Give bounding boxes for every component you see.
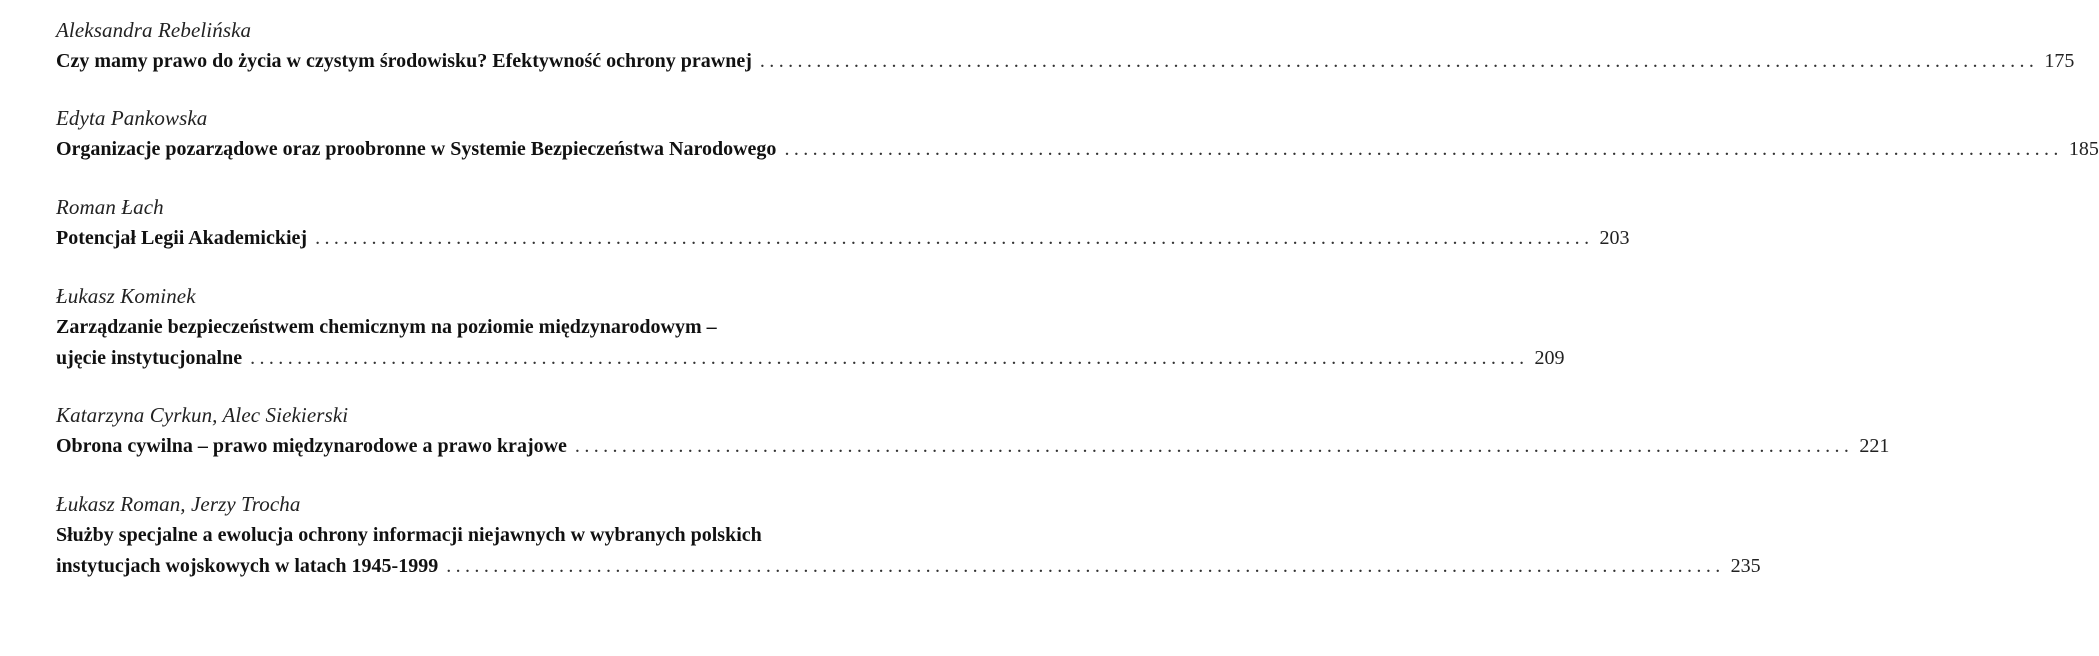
table-of-contents (56, 14, 2099, 582)
entry-title-line[interactable] (56, 46, 2075, 77)
toc-entry (56, 488, 1761, 582)
entry-title-line[interactable] (56, 431, 1890, 462)
dot-leader: ........................................................................................................................................ (574, 435, 1854, 457)
entry-title-first-line[interactable]: Służby specjalne a ewolucja ochrony informacji niejawnych w wybranych polskich (56, 524, 762, 546)
dot-leader: ........................................................................................................................................ (784, 138, 2063, 160)
entry-title-line[interactable] (56, 551, 1761, 582)
entry-author: Katarzyna Cyrkun, Alec Siekierski (56, 403, 349, 427)
dot-leader: ........................................................................................................................................ (315, 227, 1594, 249)
entry-title[interactable]: Organizacje pozarządowe oraz proobronne w Systemie Bezpieczeństwa Narodowego (56, 138, 777, 160)
toc-entry (56, 191, 1630, 254)
entry-author: Edyta Pankowska (56, 106, 208, 130)
toc-entry (56, 280, 1565, 374)
toc-entry (56, 102, 2099, 165)
entry-author: Łukasz Roman, Jerzy Trocha (56, 492, 301, 516)
entry-title-line[interactable] (56, 343, 1565, 374)
entry-page-number: 185 (2068, 138, 2099, 160)
entry-title[interactable]: instytucjach wojskowych w latach 1945-1999 (56, 555, 439, 577)
entry-title-line[interactable] (56, 223, 1630, 254)
entry-page-number: 175 (2044, 50, 2075, 72)
dot-leader: ........................................................................................................................................ (759, 50, 2039, 72)
entry-page-number: 235 (1730, 555, 1761, 577)
dot-leader: ........................................................................................................................................ (250, 347, 1529, 369)
entry-author: Aleksandra Rebelińska (56, 18, 252, 42)
entry-page-number: 221 (1859, 435, 1890, 457)
entry-title[interactable]: Obrona cywilna – prawo międzynarodowe a prawo krajowe (56, 435, 567, 457)
entry-title[interactable]: Potencjał Legii Akademickiej (56, 227, 308, 249)
entry-title[interactable]: Czy mamy prawo do życia w czystym środowisku? Efektywność ochrony prawnej (56, 50, 752, 72)
dot-leader: ........................................................................................................................................ (446, 555, 1725, 577)
toc-entry (56, 399, 1890, 462)
entry-title[interactable]: ujęcie instytucjonalne (56, 347, 243, 369)
entry-author: Roman Łach (56, 195, 164, 219)
entry-author: Łukasz Kominek (56, 284, 196, 308)
toc-entry (56, 14, 2075, 77)
entry-page-number: 203 (1599, 227, 1630, 249)
entry-page-number: 209 (1534, 347, 1565, 369)
entry-title-line[interactable] (56, 134, 2099, 165)
entry-title-first-line[interactable]: Zarządzanie bezpieczeństwem chemicznym na poziomie międzynarodowym – (56, 316, 717, 338)
